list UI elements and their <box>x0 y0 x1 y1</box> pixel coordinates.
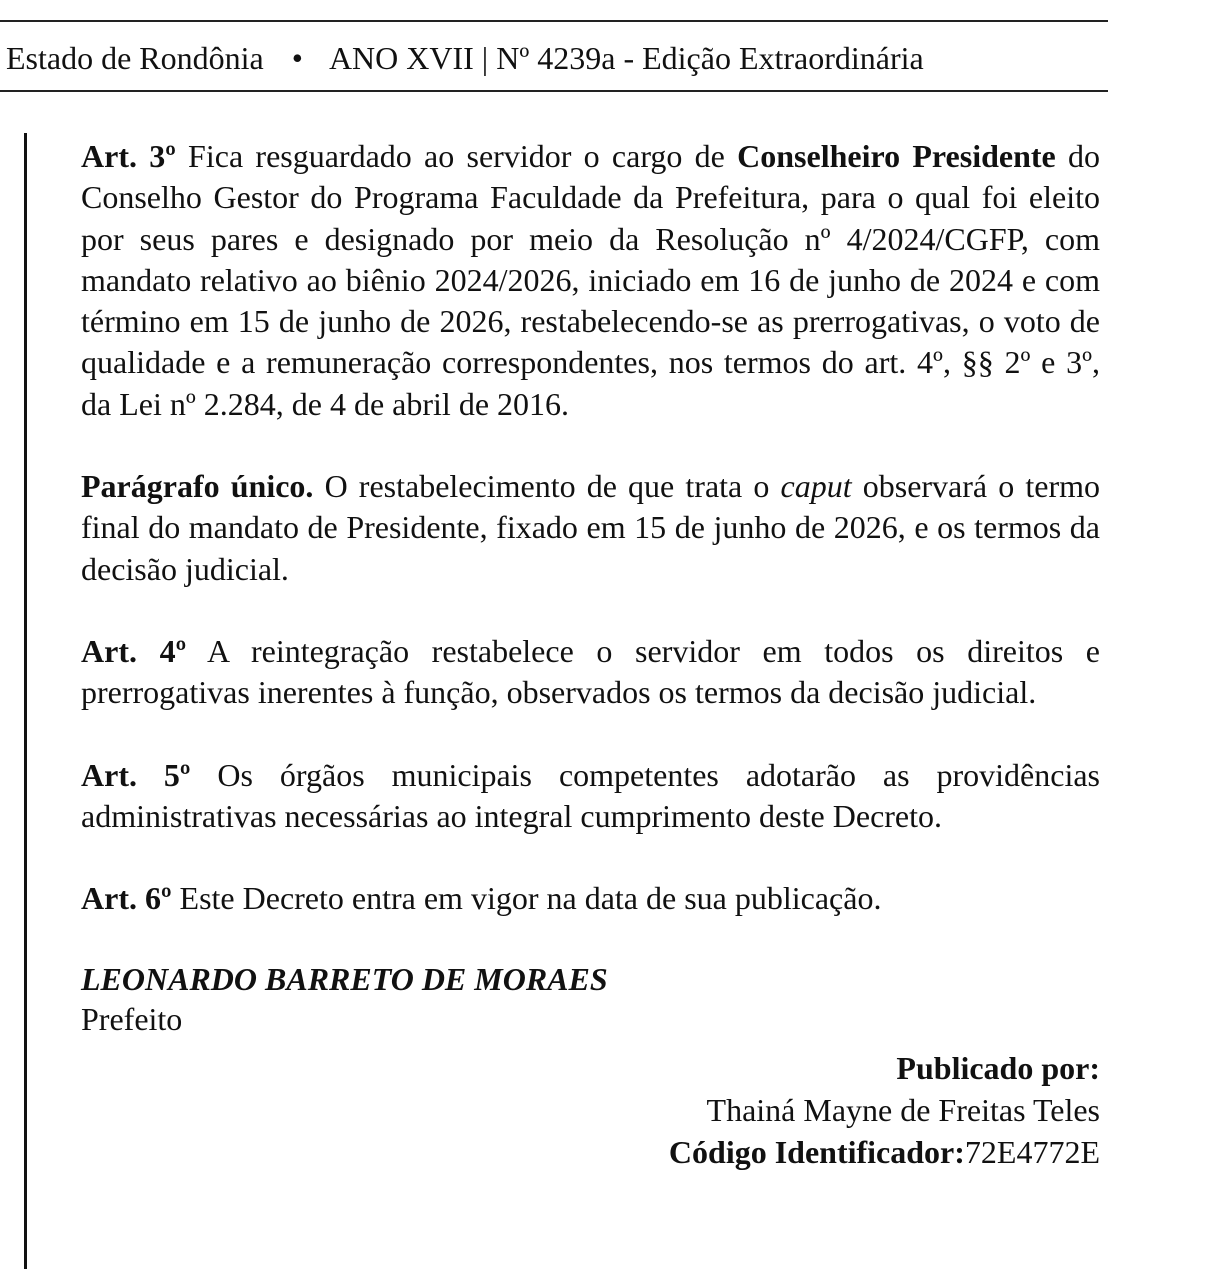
header-state: Estado de Rondônia <box>6 40 264 76</box>
article-6-text: Este Decreto entra em vigor na data de sua publicação. <box>171 880 882 917</box>
header-bottom-rule <box>0 90 1108 92</box>
article-3-label: Art. 3º <box>81 138 176 174</box>
paragrafo-unico-text-2: observará o termo final do mandato de Presidente, fixado em 15 de junho de 2026, e os termos da decisão judicial. <box>81 468 1101 587</box>
article-3-text-1: Fica resguardado ao servidor o cargo de <box>175 138 738 174</box>
publisher-name: Thainá Mayne de Freitas Teles <box>706 1092 1100 1129</box>
header-separator: • <box>291 40 303 76</box>
paragrafo-unico-label: Parágrafo único. <box>81 468 314 505</box>
article-5-label: Art. 5º <box>81 756 191 793</box>
article-4-label: Art. 4º <box>81 632 187 669</box>
page-header <box>6 36 924 80</box>
paragrafo-unico-italic: caput <box>780 468 852 505</box>
article-5 <box>81 755 1100 838</box>
identifier-code-label: Código Identificador: <box>668 1134 965 1171</box>
published-by-label: Publicado por: <box>896 1050 1100 1087</box>
identifier-code: 72E4772E <box>964 1134 1100 1171</box>
article-3-text-2: do Conselho Gestor do Programa Faculdade da Prefeitura, para o qual foi eleito por seus pares e designado por meio da Resolução nº 4/2024/CGFP, com mandato relativo ao biênio 2024/2026, iniciado em 16 de junho de 2024 e com término em 15 de junho de 2026, restabelecendo-se as prerrogativas, o voto de qualidade e a remuneração correspondentes, nos termos do art. 4º, §§ 2º e 3º, da Lei nº 2.284, de 4 de abril de 2016. <box>81 138 1101 422</box>
article-6-label: Art. 6º <box>81 880 172 917</box>
article-6 <box>81 878 1100 919</box>
article-4-text: A reintegração restabelece o servidor em todos os direitos e prerrogativas inerentes à função, observados os termos da decisão judicial. <box>81 632 1101 711</box>
paragrafo-unico <box>81 466 1100 590</box>
header-top-rule <box>0 20 1108 22</box>
header-edition: ANO XVII | Nº 4239a - Edição Extraordinária <box>328 40 924 76</box>
column-divider <box>24 133 27 1269</box>
article-5-text: Os órgãos municipais competentes adotarão as providências administrativas necessárias ao integral cumprimento deste Decreto. <box>81 756 1100 834</box>
identifier-code-line <box>81 1131 1100 1173</box>
publication-block <box>81 1047 1100 1173</box>
document-body <box>81 136 1100 1173</box>
article-3 <box>81 136 1100 425</box>
article-4 <box>81 631 1100 714</box>
paragrafo-unico-text-1: O restabelecimento de que trata o <box>313 468 781 505</box>
signature-role: Prefeito <box>81 1001 183 1038</box>
article-3-bold-title: Conselheiro Presidente <box>737 138 1056 174</box>
signature-name: LEONARDO BARRETO DE MORAES <box>81 961 608 998</box>
